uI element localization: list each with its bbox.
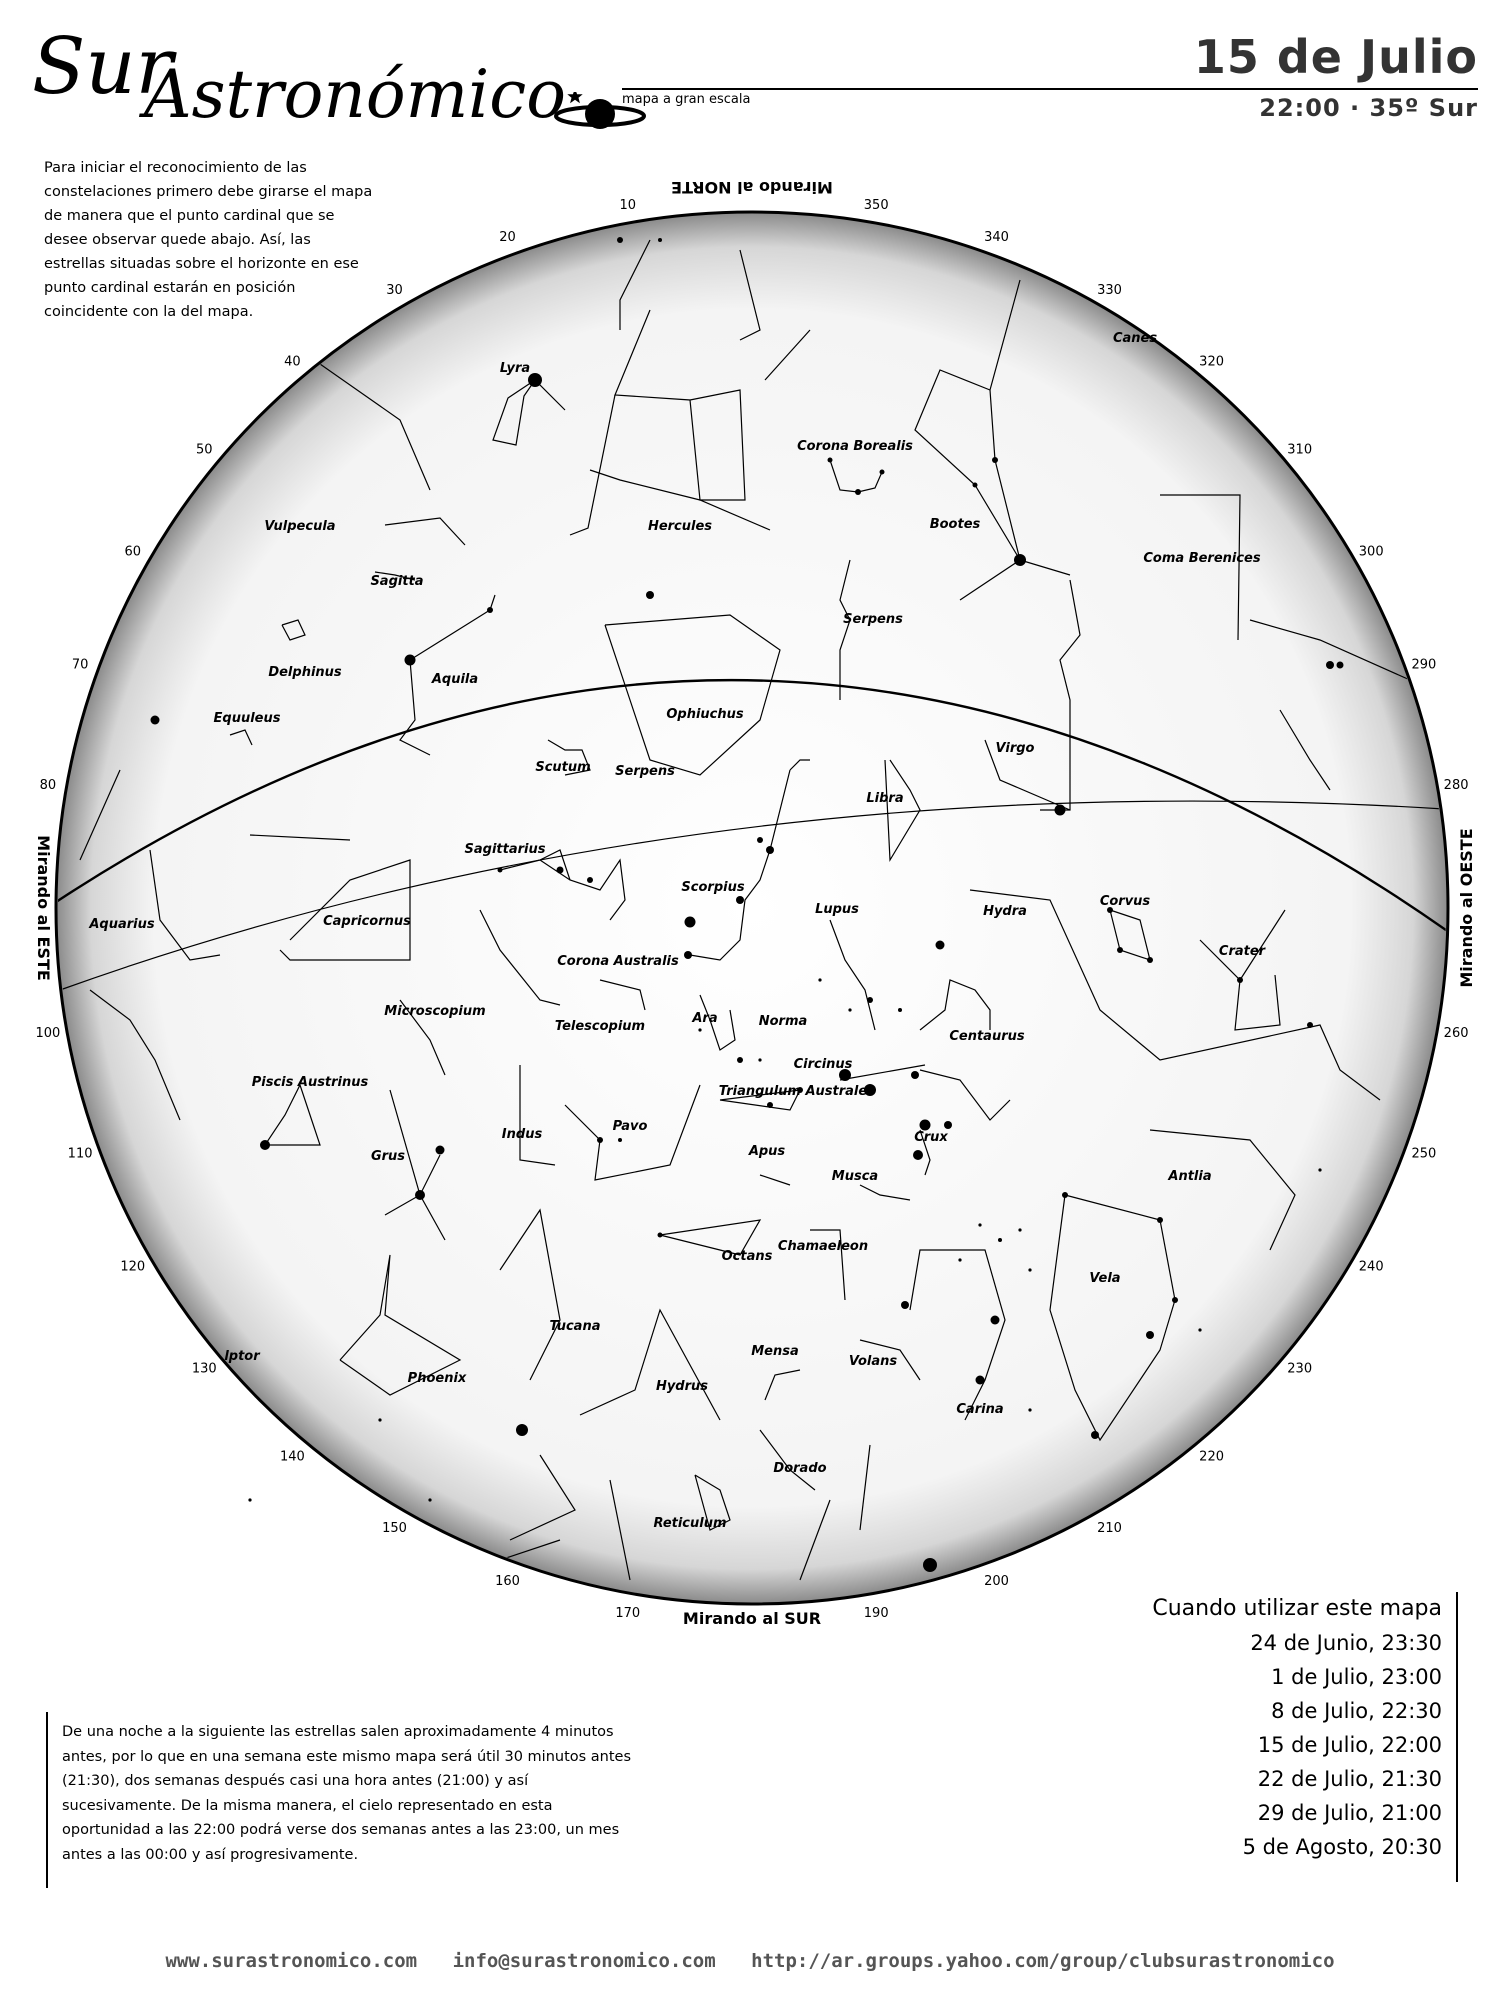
- azimuth-tick-label: 120: [120, 1259, 146, 1275]
- footer-group-link[interactable]: http://ar.groups.yahoo.com/group/clubsurastronomico: [751, 1950, 1335, 1972]
- azimuth-tick-label: 330: [1097, 282, 1122, 298]
- intro-line: estrellas situadas sobre el horizonte en ese: [44, 256, 359, 272]
- sky-disc: [56, 212, 1448, 1604]
- constellation-label: Piscis Austrinus: [251, 1075, 369, 1090]
- azimuth-tick-label: 40: [284, 354, 301, 370]
- map-date-title: 15 de Julio: [1193, 30, 1478, 84]
- note-text: [46, 1712, 682, 1888]
- constellation-label: Indus: [501, 1127, 543, 1142]
- constellation-label: Chamaeleon: [777, 1239, 869, 1254]
- note-line: sucesivamente. De la misma manera, el cielo representado en esta: [62, 1797, 553, 1814]
- constellation-label: Vulpecula: [264, 519, 336, 534]
- constellation-label: Ophiuchus: [666, 707, 744, 722]
- azimuth-tick-label: 60: [124, 544, 142, 560]
- azimuth-tick-label: 340: [984, 230, 1009, 246]
- usage-date: 8 de Julio, 22:30: [1271, 1699, 1442, 1723]
- azimuth-tick-label: 290: [1411, 657, 1437, 673]
- intro-line: constelaciones primero debe girarse el mapa: [44, 184, 373, 200]
- intro-line: coincidente con la del mapa.: [44, 304, 254, 320]
- azimuth-tick-label: 310: [1287, 442, 1313, 458]
- constellation-label: Aquila: [431, 672, 479, 687]
- constellation-label: Scutum: [535, 760, 591, 775]
- azimuth-tick-label: 210: [1097, 1521, 1122, 1537]
- usage-date: 29 de Julio, 21:00: [1257, 1801, 1442, 1825]
- usage-panel: [1112, 1592, 1458, 1882]
- constellation-label: Ara: [692, 1011, 718, 1026]
- label-west: Mirando al OESTE: [1457, 828, 1476, 988]
- constellation-label: Grus: [370, 1149, 406, 1164]
- footer-website-link[interactable]: www.surastronomico.com: [165, 1950, 418, 1972]
- constellation-label: Triangulum Australe: [718, 1084, 868, 1099]
- constellation-label: Capricornus: [323, 914, 411, 929]
- constellation-label: Aquarius: [89, 917, 155, 932]
- constellation-label: Antlia: [1168, 1169, 1212, 1184]
- usage-date: 24 de Junio, 23:30: [1250, 1631, 1442, 1655]
- map-time-latitude: 22:00 · 35º Sur: [1259, 94, 1478, 122]
- constellation-label: Carina: [956, 1402, 1004, 1417]
- azimuth-tick-label: 20: [499, 230, 516, 246]
- azimuth-tick-label: 260: [1443, 1026, 1469, 1042]
- constellation-label: Mensa: [751, 1344, 799, 1359]
- constellation-label: Circinus: [793, 1057, 853, 1072]
- azimuth-tick-label: 160: [495, 1573, 520, 1589]
- footer-email-link[interactable]: info@surastronomico.com: [452, 1950, 716, 1972]
- constellation-label: lptor: [224, 1349, 260, 1364]
- constellation-label: Sagittarius: [464, 842, 546, 857]
- note-line: antes, por lo que en una semana este mismo mapa será útil 30 minutos antes: [62, 1748, 632, 1765]
- constellation-label: Octans: [721, 1249, 773, 1264]
- constellation-label: Norma: [758, 1014, 808, 1029]
- constellation-label: Serpens: [615, 764, 675, 779]
- constellation-label: Centaurus: [949, 1029, 1025, 1044]
- constellation-label: Libra: [866, 791, 904, 806]
- constellation-label: Microscopium: [384, 1004, 486, 1019]
- constellation-label: Volans: [848, 1354, 898, 1369]
- constellation-label: Crater: [1218, 944, 1266, 959]
- constellation-label: Corvus: [1099, 894, 1151, 909]
- azimuth-tick-label: 10: [619, 197, 637, 213]
- constellation-label: Delphinus: [268, 665, 342, 680]
- constellation-label: Hydra: [983, 904, 1027, 919]
- footer: [0, 1950, 1500, 1972]
- label-north: Mirando al NORTE: [671, 178, 833, 197]
- azimuth-tick-label: 50: [196, 442, 213, 458]
- usage-date: 5 de Agosto, 20:30: [1242, 1835, 1442, 1859]
- azimuth-tick-label: 190: [863, 1606, 889, 1622]
- constellation-label: Phoenix: [407, 1371, 467, 1386]
- logo-sur-text: Sur: [32, 22, 173, 112]
- azimuth-tick-label: 250: [1411, 1146, 1437, 1162]
- azimuth-tick-label: 300: [1358, 544, 1384, 560]
- intro-line: desee observar quede abajo. Así, las: [44, 232, 311, 248]
- intro-line: Para iniciar el reconocimiento de las: [44, 160, 307, 176]
- label-south: Mirando al SUR: [682, 1609, 822, 1628]
- note-line: oportunidad a las 22:00 podrá verse dos semanas antes a las 23:00, un mes: [62, 1822, 620, 1838]
- constellation-label: Musca: [831, 1169, 879, 1184]
- intro-line: punto cardinal estarán en posición: [44, 280, 296, 296]
- azimuth-tick-label: 280: [1443, 777, 1469, 793]
- usage-date: 22 de Julio, 21:30: [1257, 1767, 1442, 1791]
- constellation-label: Apus: [748, 1144, 786, 1159]
- constellation-label: Reticulum: [653, 1516, 727, 1531]
- note-line: (21:30), dos semanas después casi una hora antes (21:00) y así: [62, 1773, 529, 1789]
- note-line: antes a las 00:00 y así progresivamente.: [62, 1846, 359, 1863]
- constellation-label: Sagitta: [370, 574, 424, 589]
- constellation-label: Coma Berenices: [1143, 551, 1261, 566]
- usage-date: 15 de Julio, 22:00: [1257, 1733, 1442, 1757]
- azimuth-tick-label: 80: [39, 777, 57, 793]
- constellation-label: Telescopium: [554, 1019, 646, 1034]
- constellation-label: Lyra: [499, 361, 531, 376]
- azimuth-tick-label: 150: [382, 1521, 407, 1537]
- constellation-label: Hercules: [647, 519, 713, 534]
- usage-title: Cuando utilizar este mapa: [1152, 1596, 1442, 1621]
- constellation-label: Vela: [1089, 1271, 1121, 1286]
- intro-line: de manera que el punto cardinal que se: [44, 208, 335, 224]
- azimuth-tick-label: 230: [1287, 1361, 1313, 1377]
- constellation-label: Lupus: [815, 902, 859, 917]
- constellation-label: Corona Borealis: [797, 439, 913, 454]
- constellation-label: Serpens: [843, 612, 903, 627]
- azimuth-tick-label: 30: [386, 282, 403, 298]
- azimuth-tick-label: 140: [279, 1449, 305, 1465]
- constellation-label: Canes: [1112, 331, 1158, 346]
- azimuth-tick-label: 130: [191, 1361, 217, 1377]
- constellation-label: Scorpius: [681, 880, 745, 895]
- constellation-label: Bootes: [929, 517, 981, 532]
- azimuth-tick-label: 100: [35, 1026, 61, 1042]
- constellation-label: Dorado: [773, 1461, 827, 1476]
- azimuth-tick-label: 200: [984, 1573, 1009, 1589]
- constellation-label: Pavo: [612, 1119, 648, 1134]
- constellation-label: Hydrus: [655, 1379, 709, 1394]
- azimuth-tick-label: 350: [863, 197, 889, 213]
- logo-astronomico-text: Astronómico: [144, 56, 566, 133]
- constellation-label: Tucana: [549, 1319, 601, 1334]
- note-line: De una noche a la siguiente las estrellas salen aproximadamente 4 minutos: [62, 1724, 614, 1740]
- azimuth-tick-label: 110: [67, 1146, 93, 1162]
- azimuth-tick-label: 70: [71, 657, 89, 673]
- azimuth-tick-label: 240: [1358, 1259, 1384, 1275]
- tagline: mapa a gran escala: [622, 92, 751, 107]
- constellation-label: Corona Australis: [557, 954, 679, 969]
- azimuth-tick-label: 220: [1199, 1449, 1225, 1465]
- azimuth-tick-label: 320: [1199, 354, 1225, 370]
- constellation-label: Virgo: [995, 741, 1035, 756]
- constellation-label: Crux: [914, 1130, 948, 1145]
- constellation-label: Equuleus: [213, 711, 281, 726]
- usage-date: 1 de Julio, 23:00: [1271, 1665, 1442, 1689]
- azimuth-tick-label: 170: [615, 1606, 641, 1622]
- label-east: Mirando al ESTE: [34, 835, 53, 981]
